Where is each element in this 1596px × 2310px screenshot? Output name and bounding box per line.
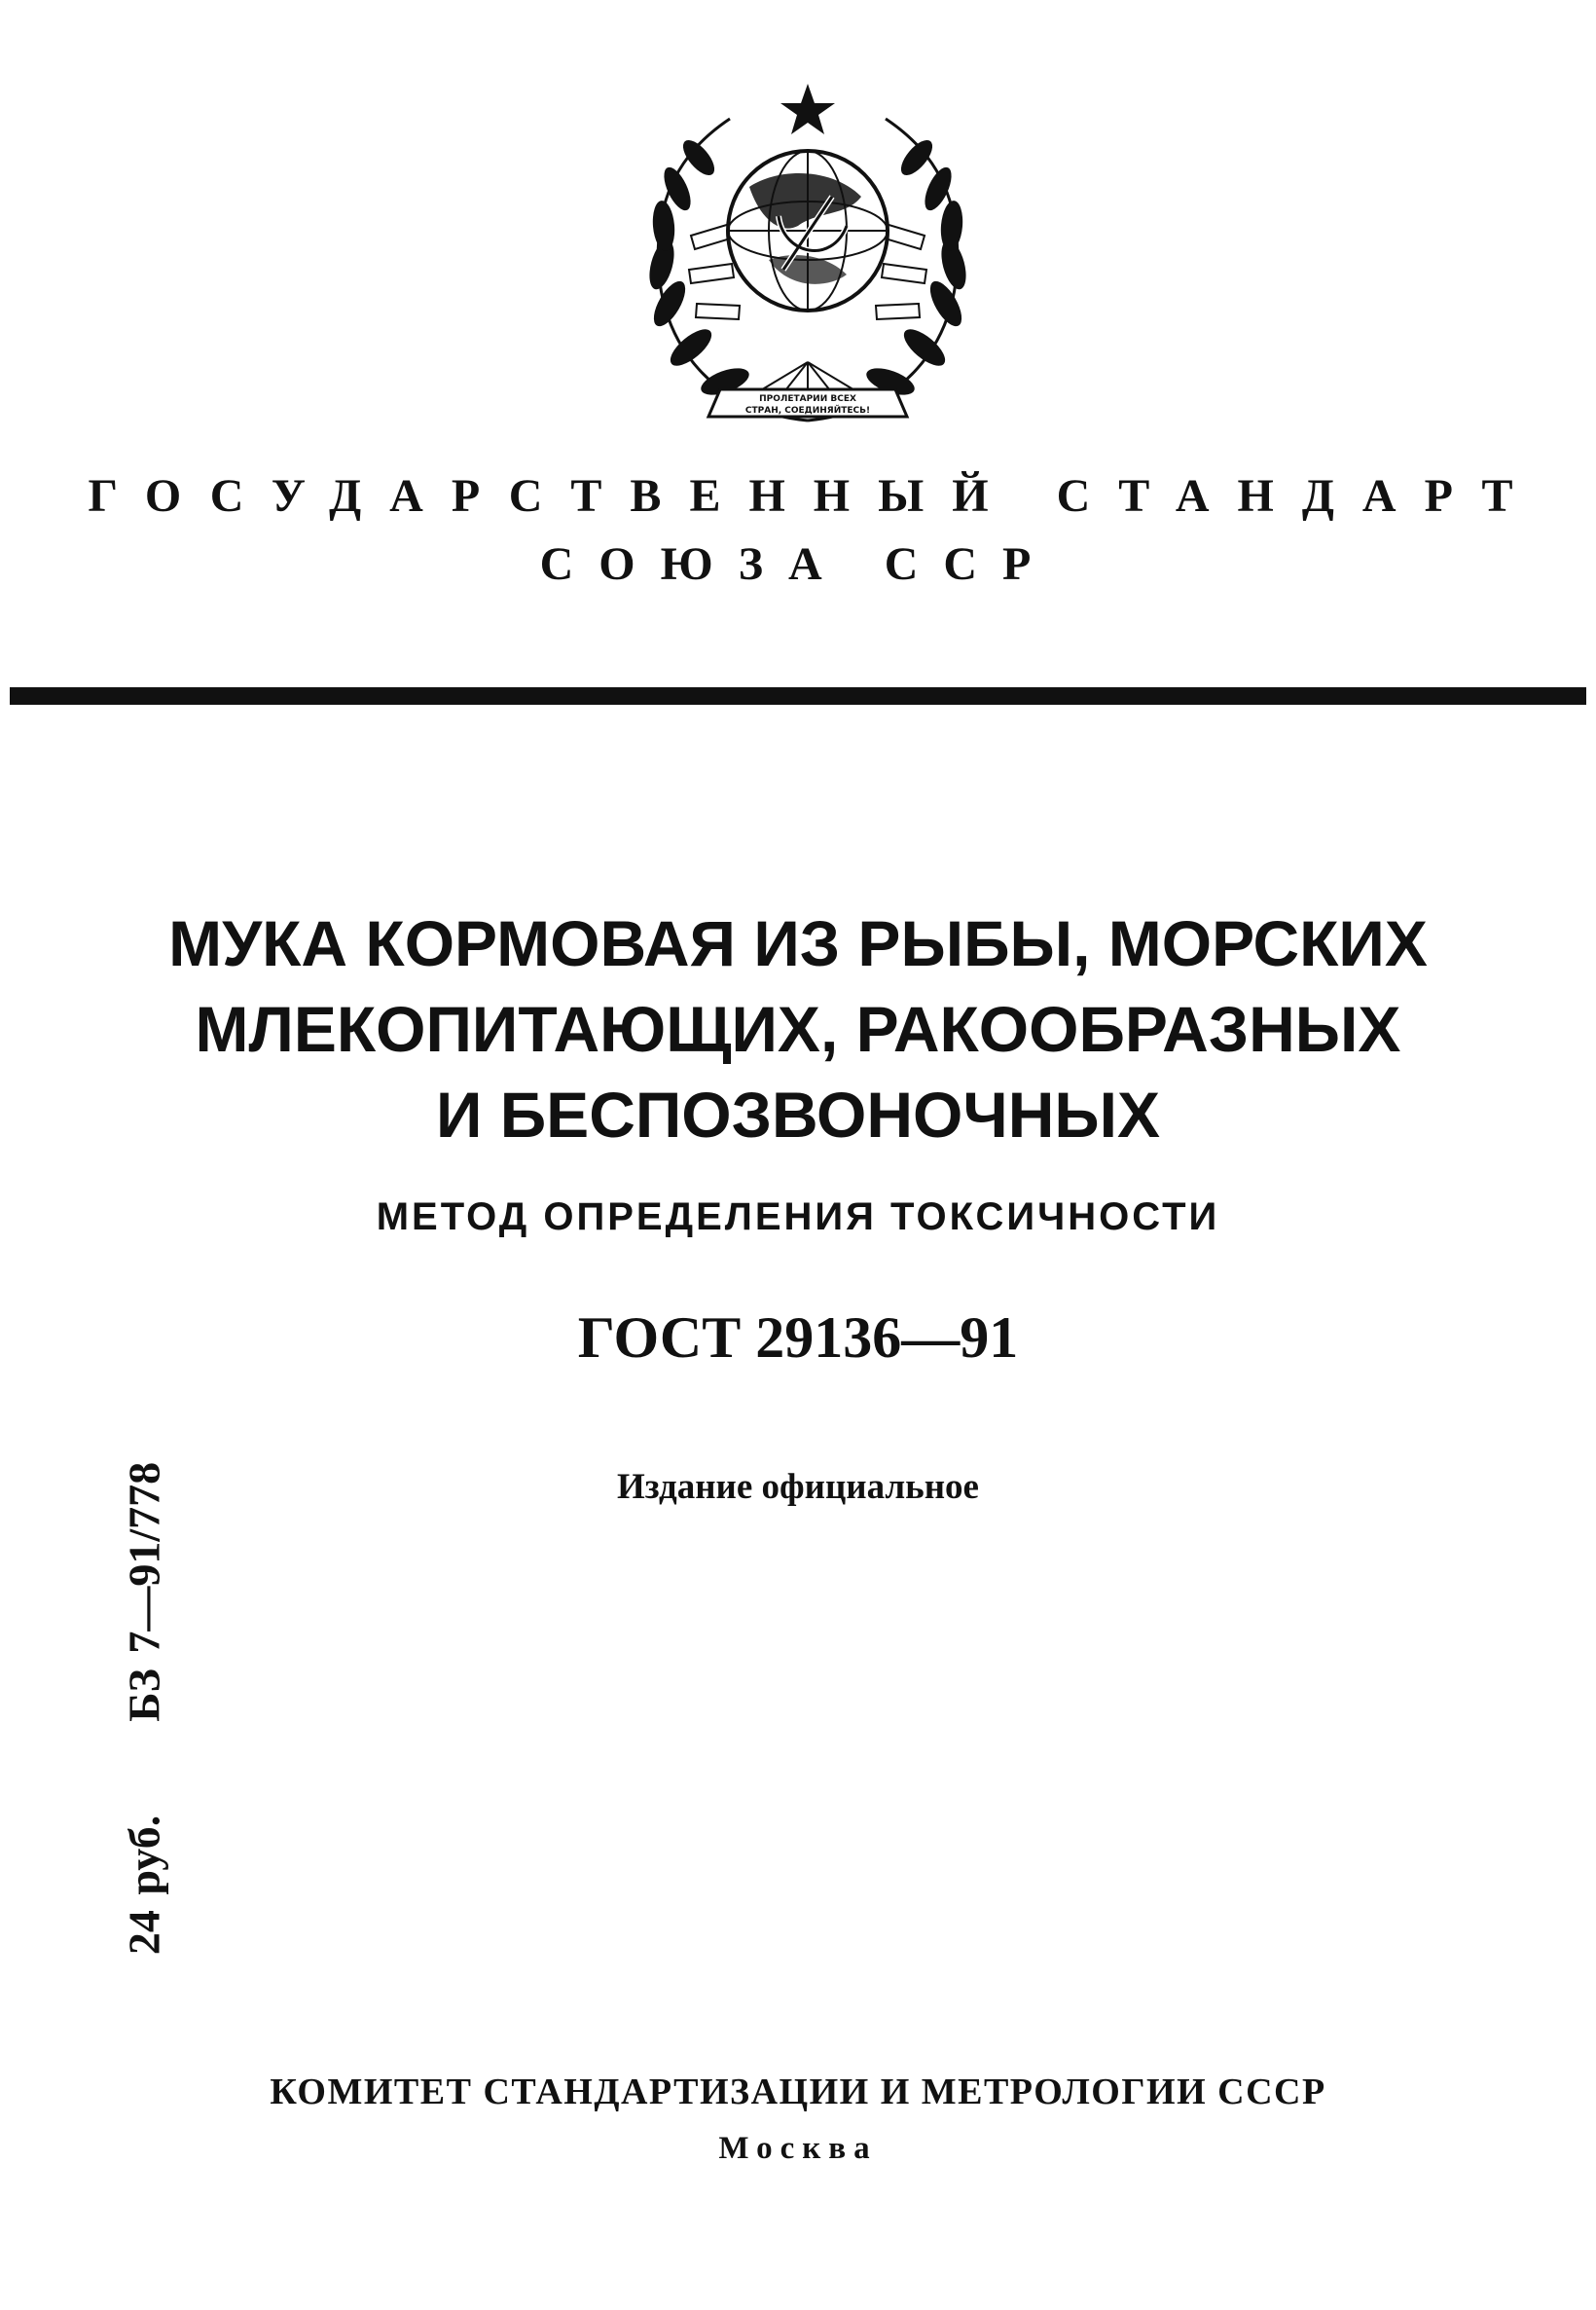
edition-label: Издание официальное	[617, 1467, 979, 1507]
publication-city: Москва	[718, 2131, 878, 2166]
method-subtitle: МЕТОД ОПРЕДЕЛЕНИЯ ТОКСИЧНОСТИ	[376, 1195, 1220, 1238]
title-line: МУКА КОРМОВАЯ ИЗ РЫБЫ, МОРСКИХ	[168, 907, 1428, 979]
publisher-name: КОМИТЕТ СТАНДАРТИЗАЦИИ И МЕТРОЛОГИИ СССР	[270, 2072, 1326, 2112]
standard-header-line2: СОЮЗА ССР	[539, 538, 1057, 590]
emblem-ribbon-line2: СТРАН, СОЕДИНЯЙТЕСЬ!	[744, 406, 871, 416]
catalog-number: БЗ 7—91/778	[119, 1461, 169, 1722]
gost-designation: ГОСТ 29136—91	[577, 1305, 1019, 1370]
horizontal-divider	[10, 687, 1586, 705]
price-label: 24 руб.	[119, 1815, 169, 1956]
standard-header-line1: ГОСУДАРСТВЕННЫЙ СТАНДАРТ	[88, 470, 1542, 522]
ussr-coat-of-arms-emblem	[623, 70, 993, 450]
emblem-ribbon-line1: ПРОЛЕТАРИИ ВСЕХ	[759, 394, 856, 404]
document-title	[0, 900, 1596, 1157]
vertical-sidebar-text	[119, 1462, 170, 1955]
title-line: МЛЕКОПИТАЮЩИХ, РАКООБРАЗНЫХ	[195, 993, 1401, 1065]
title-line: И БЕСПОЗВОНОЧНЫХ	[435, 1079, 1161, 1151]
